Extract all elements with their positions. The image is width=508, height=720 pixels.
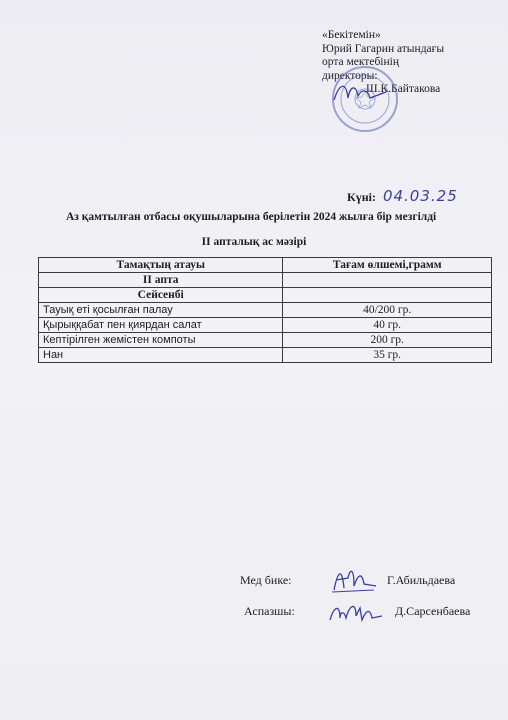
dish-name: Тауық еті қосылған палау [39,303,283,318]
menu-table [38,257,492,363]
table-row [39,318,492,333]
approval-heading: «Бекітемін» [322,29,381,41]
date-row [347,187,458,205]
column-header-dish: Тамақтың атауы [39,258,283,273]
empty-cell [283,288,492,303]
approval-school-line-2: орта мектебінің [322,56,399,68]
director-signature-icon [330,78,390,106]
approval-position: директоры: [322,69,378,82]
dish-portion: 200 гр. [283,333,492,348]
dish-portion: 35 гр. [283,348,492,363]
empty-cell [283,273,492,288]
column-header-portion: Тағам өлшемі,грамм [283,258,492,273]
cook-name: Д.Сарсенбаева [395,604,471,618]
day-row [39,288,492,303]
menu-title: Аз қамтылған отбасы оқушыларына берілетін 2024 жылға бір мезгілді [66,211,437,223]
week-row [39,273,492,288]
nurse-signature-icon [328,564,380,594]
nurse-name: Г.Абильдаева [387,573,456,587]
cook-signature-icon [326,598,386,626]
nurse-role-label: Мед бике: [240,573,292,587]
table-header-row [39,258,492,273]
dish-portion: 40 гр. [283,318,492,333]
dish-name: Қырыққабат пен қиярдан салат [39,318,283,333]
day-label: Сейсенбі [39,288,283,303]
table-row [39,333,492,348]
cook-role-label: Аспазшы: [244,604,295,618]
dish-portion: 40/200 гр. [283,303,492,318]
approval-director-name: Ш.К.Байтакова [366,83,441,95]
date-value: 04.03.25 [382,187,458,205]
menu-subtitle: II апталық ас мәзірі [201,236,307,248]
week-label: II апта [39,273,283,288]
approval-school-line: Юрий Гагарин атындағы [322,42,445,55]
dish-name: Нан [39,348,283,363]
date-label: Күні: [347,190,376,204]
table-row [39,303,492,318]
dish-name: Кептірілген жемістен компоты [39,333,283,348]
table-row [39,348,492,363]
